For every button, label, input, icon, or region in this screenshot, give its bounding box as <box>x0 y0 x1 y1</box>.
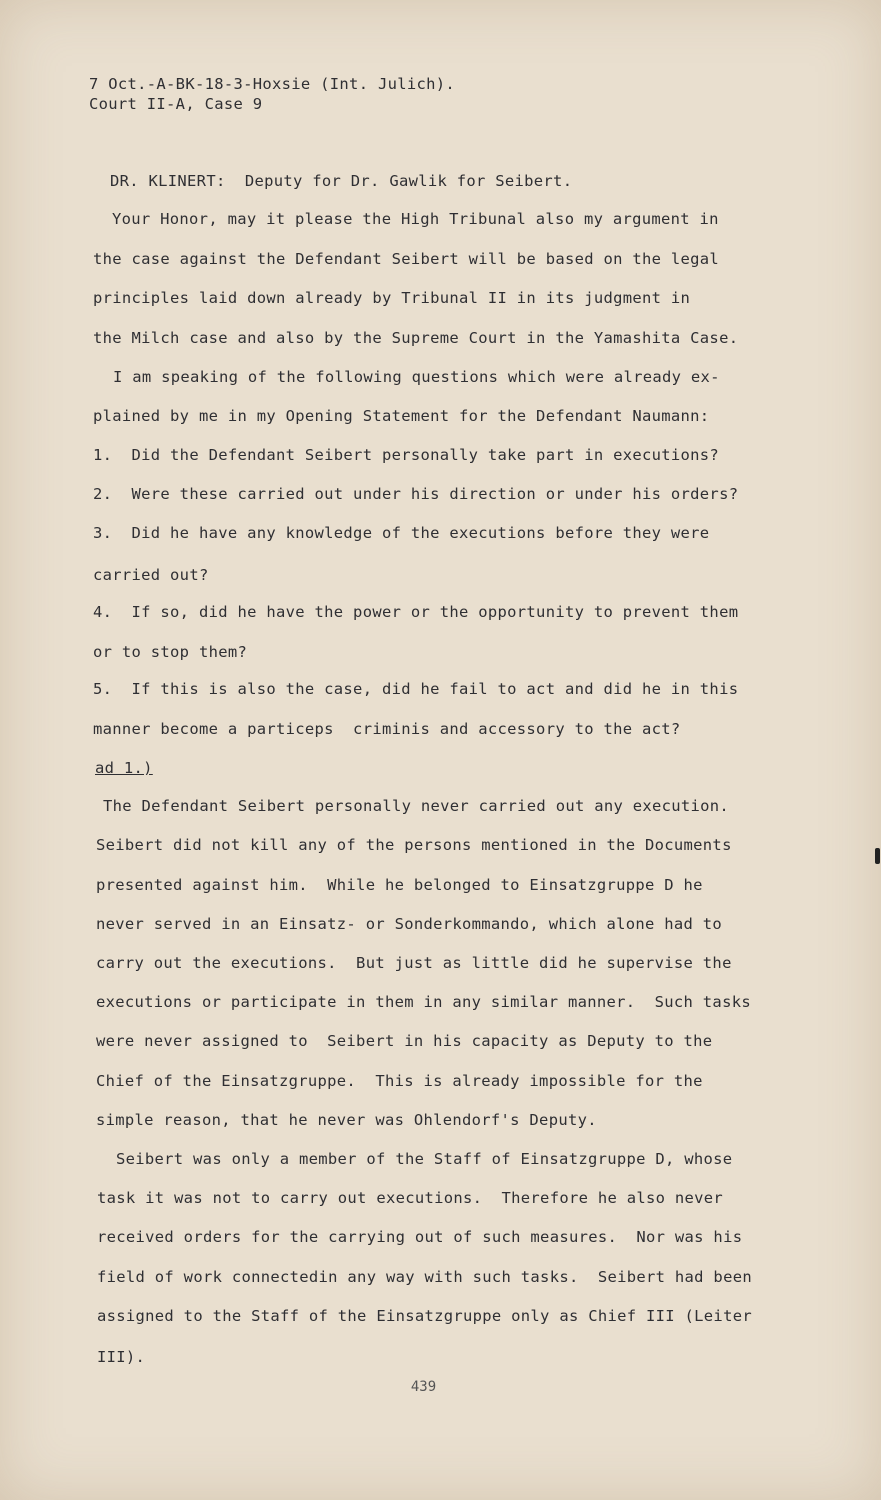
text-line: Chief of the Einsatzgruppe. This is already impossible for the <box>96 1072 703 1090</box>
text-line: Seibert did not kill any of the persons mentioned in the Documents <box>96 836 732 854</box>
text-line: plained by me in my Opening Statement for the Defendant Naumann: <box>93 407 710 425</box>
list-item-continuation: manner become a particeps criminis and accessory to the act? <box>93 720 681 738</box>
text-line: III). <box>97 1348 146 1366</box>
list-item: 3. Did he have any knowledge of the executions before they were <box>93 524 710 542</box>
text-line: task it was not to carry out executions. Therefore he also never <box>97 1189 724 1207</box>
margin-mark <box>875 848 880 864</box>
text-line: the case against the Defendant Seibert will be based on the legal <box>93 250 720 268</box>
page-number: 439 <box>410 1379 437 1395</box>
text-line: Seibert was only a member of the Staff of Einsatzgruppe D, whose <box>116 1150 733 1168</box>
court-line: Court II-A, Case 9 <box>89 95 263 113</box>
text-line: executions or participate in them in any similar manner. Such tasks <box>96 993 751 1011</box>
text-line: field of work connectedin any way with such tasks. Seibert had been <box>97 1268 752 1286</box>
list-item-continuation: or to stop them? <box>93 643 248 661</box>
text-line: carry out the executions. But just as little did he supervise the <box>96 954 732 972</box>
reference-line: 7 Oct.-A-BK-18-3-Hoxsie (Int. Julich). <box>89 75 456 93</box>
list-item: 4. If so, did he have the power or the opportunity to prevent them <box>93 603 739 621</box>
text-line: Your Honor, may it please the High Tribunal also my argument in <box>112 210 719 228</box>
text-line: presented against him. While he belonged to Einsatzgruppe D he <box>96 876 703 894</box>
text-line: received orders for the carrying out of such measures. Nor was his <box>97 1228 743 1246</box>
text-line: The Defendant Seibert personally never carried out any execution. <box>103 797 730 815</box>
text-line: the Milch case and also by the Supreme Court in the Yamashita Case. <box>93 329 739 347</box>
text-line: principles laid down already by Tribunal II in its judgment in <box>93 289 691 307</box>
list-item: 2. Were these carried out under his direction or under his orders? <box>93 485 739 503</box>
text-line: were never assigned to Seibert in his capacity as Deputy to the <box>96 1032 713 1050</box>
text-line: assigned to the Staff of the Einsatzgruppe only as Chief III (Leiter <box>97 1307 752 1325</box>
text-line: never served in an Einsatz- or Sonderkommando, which alone had to <box>96 915 723 933</box>
list-item-continuation: carried out? <box>93 566 209 584</box>
section-heading: ad 1.) <box>95 759 153 777</box>
text-line: simple reason, that he never was Ohlendorf's Deputy. <box>96 1111 597 1129</box>
text-line: DR. KLINERT: Deputy for Dr. Gawlik for Seibert. <box>110 172 573 190</box>
list-item: 5. If this is also the case, did he fail to act and did he in this <box>93 680 739 698</box>
list-item: 1. Did the Defendant Seibert personally take part in executions? <box>93 446 720 464</box>
text-line: I am speaking of the following questions which were already ex- <box>113 368 720 386</box>
